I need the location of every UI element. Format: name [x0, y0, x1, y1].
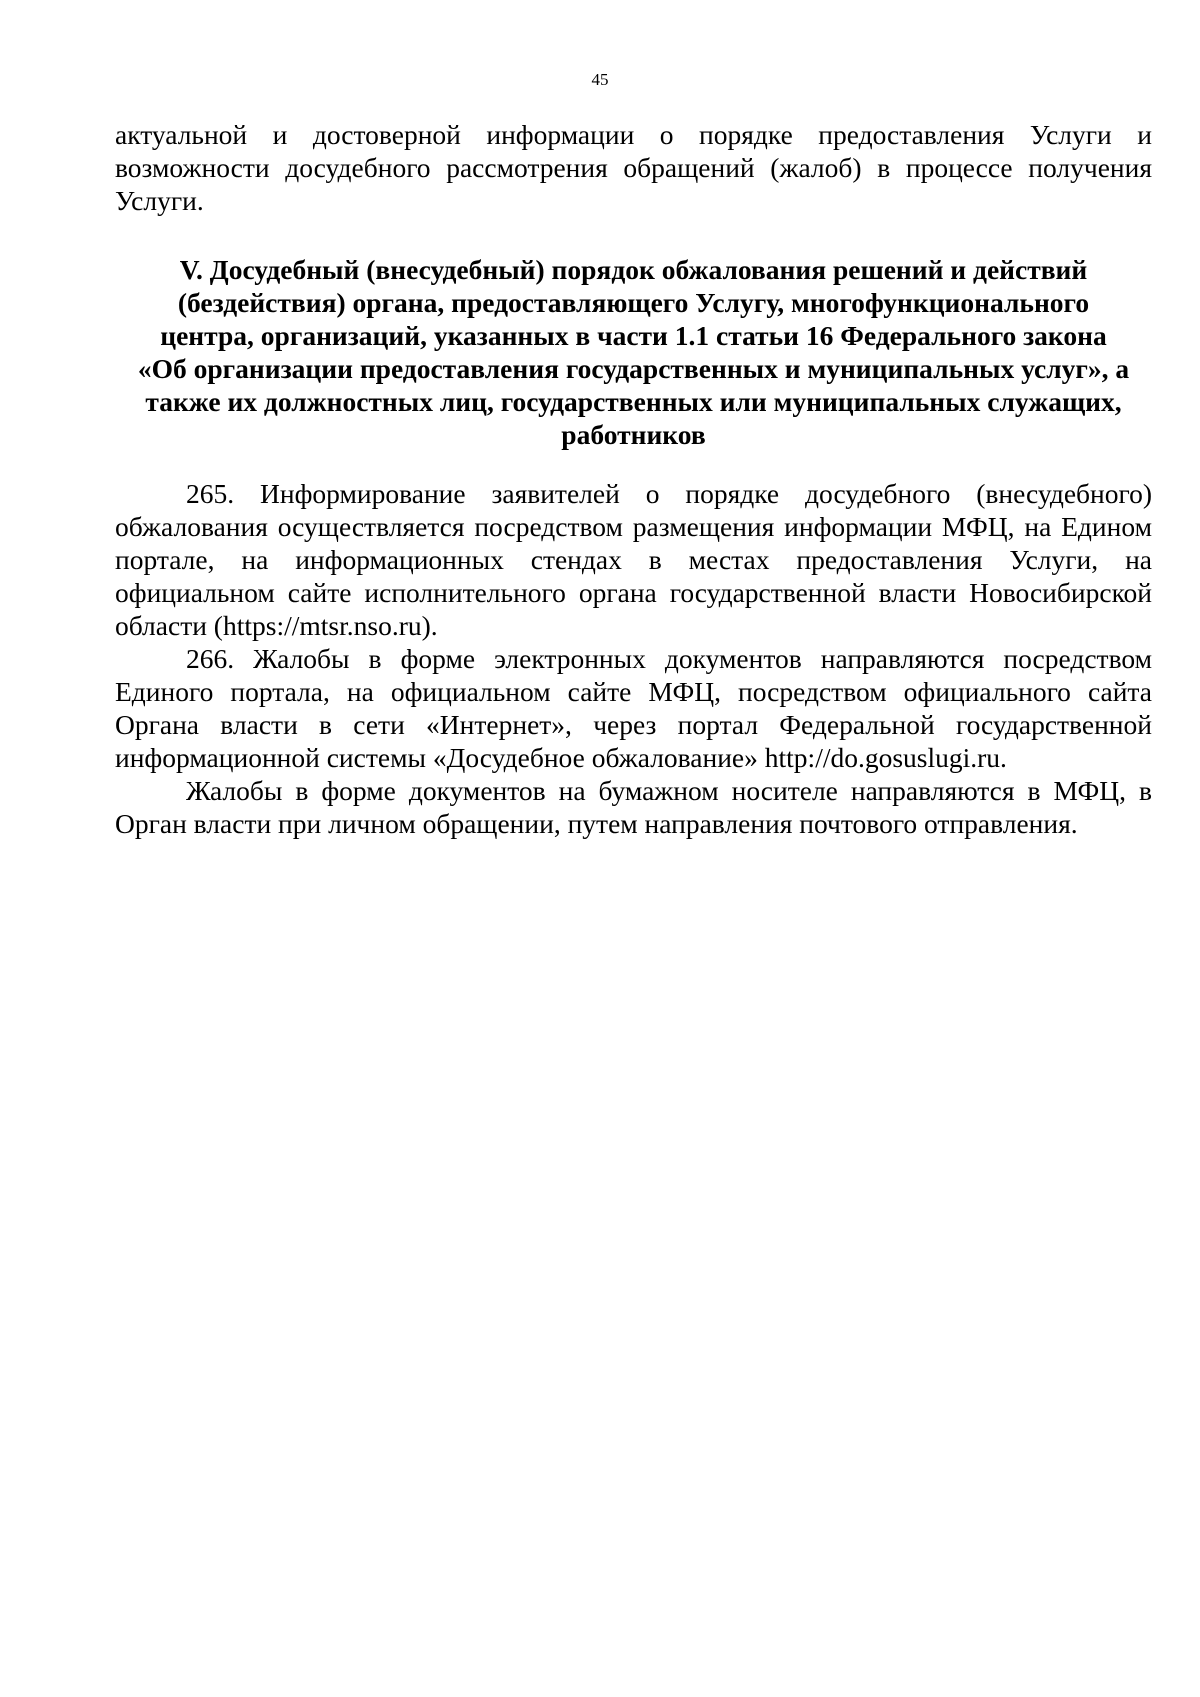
- paragraph-266: 266. Жалобы в форме электронных документов направляются посредством Единого портала, на официальном сайте МФЦ, посредством официального сайта Органа власти в сети «Интернет», через портал Федеральной государственной информационной системы «Досудебное обжалование» http://do.gosuslugi.ru.: [115, 643, 1152, 773]
- paragraph-paper-complaints: Жалобы в форме документов на бумажном носителе направляются в МФЦ, в Орган власти при личном обращении, путем направления почтового отправления.: [115, 775, 1152, 839]
- section-heading-line: центра, организаций, указанных в части 1.1 статьи 16 Федерального закона: [160, 320, 1107, 351]
- page-content: [115, 118, 1152, 840]
- section-heading-line: «Об организации предоставления государственных и муниципальных услуг», а: [137, 353, 1130, 384]
- section-heading-line: (бездействия) органа, предоставляющего Услугу, многофункционального: [177, 287, 1090, 318]
- section-heading-line: V. Досудебный (внесудебный) порядок обжалования решений и действий: [179, 254, 1088, 285]
- section-heading-line: работников: [561, 419, 706, 450]
- section-heading: [115, 253, 1152, 451]
- section-heading-line: также их должностных лиц, государственных или муниципальных служащих,: [145, 386, 1122, 417]
- paragraph-265: 265. Информирование заявителей о порядке досудебного (внесудебного) обжалования осуществляется посредством размещения информации МФЦ, на Едином портале, на информационных стендах в местах предоставления Услуги, на официальном сайте исполнительного органа государственной власти Новосибирской области (https://mtsr.nso.ru).: [115, 478, 1152, 641]
- page-number: 45: [591, 70, 609, 89]
- continuation-paragraph: актуальной и достоверной информации о порядке предоставления Услуги и возможности досудебного рассмотрения обращений (жалоб) в процессе получения Услуги.: [115, 119, 1152, 216]
